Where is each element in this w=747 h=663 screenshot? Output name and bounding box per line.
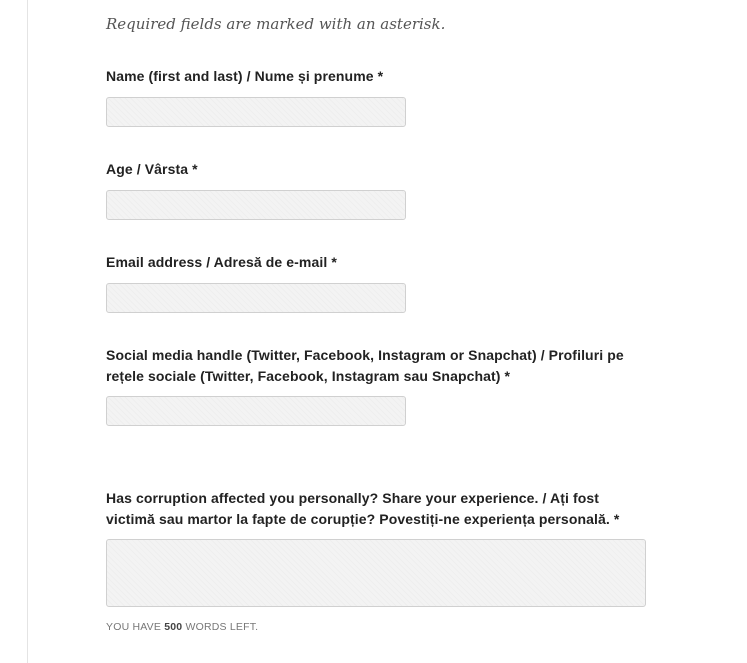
- age-label: Age / Vârsta *: [106, 161, 198, 177]
- name-label: Name (first and last) / Nume și prenume *: [106, 68, 384, 84]
- name-input[interactable]: [106, 97, 406, 127]
- experience-label: Has corruption affected you personally? Share your experience. / Ați fost victimă sau martor la fapte de corupție? Povestiți-ne experiența personală. *: [106, 490, 620, 527]
- social-media-label: Social media handle (Twitter, Facebook, Instagram or Snapchat) / Profiluri pe rețele sociale (Twitter, Facebook, Instagram sau Snapchat) *: [106, 347, 624, 384]
- word-counter-count: 500: [164, 621, 183, 633]
- word-counter-prefix: YOU HAVE: [106, 621, 162, 633]
- word-counter: [106, 621, 258, 633]
- age-input[interactable]: [106, 190, 406, 220]
- left-border: [27, 0, 28, 663]
- email-input[interactable]: [106, 283, 406, 313]
- word-counter-suffix: WORDS LEFT.: [185, 621, 259, 633]
- required-fields-note: Required fields are marked with an asterisk.: [106, 15, 446, 33]
- experience-textarea[interactable]: [106, 539, 646, 607]
- social-media-input[interactable]: [106, 396, 406, 426]
- email-label: Email address / Adresă de e-mail *: [106, 254, 337, 270]
